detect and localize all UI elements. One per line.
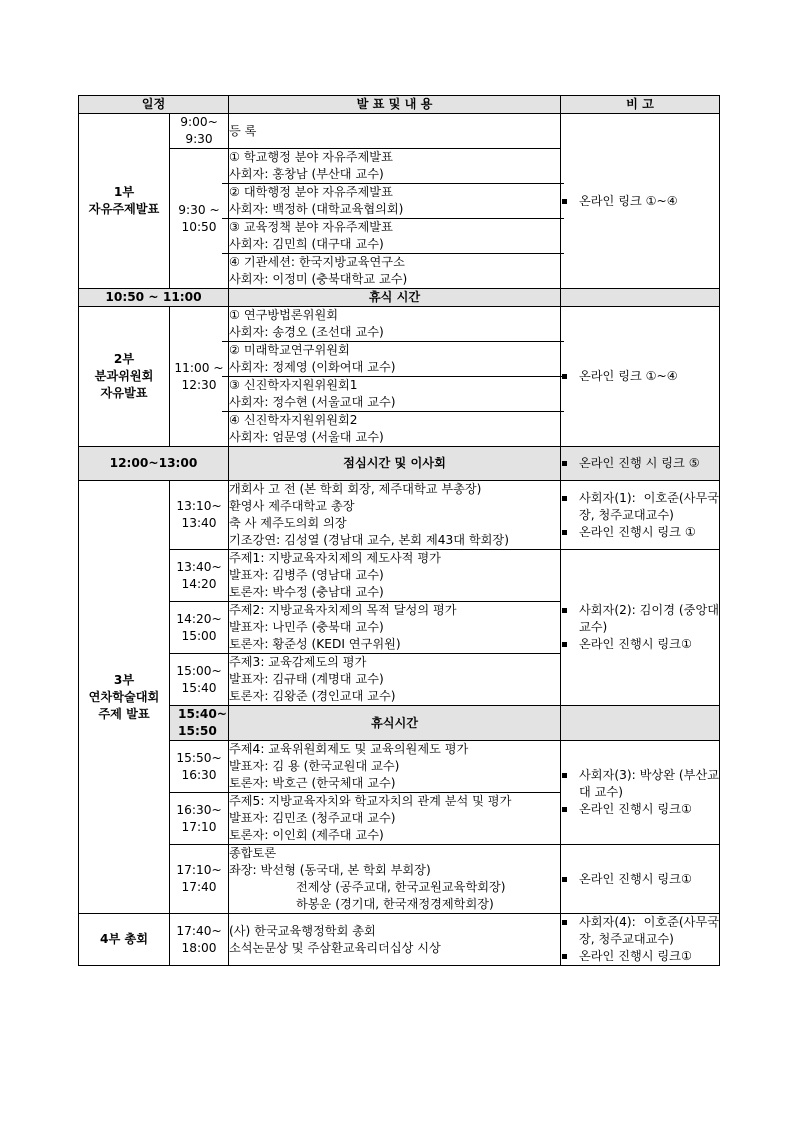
part2-row [79, 307, 720, 447]
topics-4-5-note-link: 온라인 진행시 링크① [561, 801, 719, 818]
discussion-content: 종합토론 좌장: 박선형 (동국대, 본 학회 부회장) 전제상 (공주교대, 한국교원교육학회장) 하봉운 (경기대, 한국재정경제학회장) [229, 845, 561, 914]
part4-note-link: 온라인 진행시 링크① [561, 948, 719, 965]
break1-remark [561, 289, 720, 307]
lunch-note: 온라인 진행 시 링크 ⑤ [561, 455, 719, 472]
opening-note-host: 사회자(1): 이호준(사무국장, 청주교대교수) [561, 490, 719, 524]
part2-time: 11:00 ~ 12:30 [170, 307, 229, 447]
session-item: ④ 기관세션: 한국지방교육연구소 사회자: 이정미 (충북대학교 교수) [222, 253, 564, 288]
session-item: ① 학교행정 분야 자유주제발표 사회자: 홍창남 (부산대 교수) [229, 150, 393, 181]
topic4-time: 15:50~ 16:30 [170, 741, 229, 793]
schedule-table [78, 95, 720, 966]
part4-time: 17:40~ 18:00 [170, 914, 229, 966]
discussion-remark [561, 845, 720, 914]
topic3-time: 15:00~ 15:40 [170, 654, 229, 706]
session-item: ② 대학행정 분야 자유주제발표 사회자: 백정하 (대학교육협의회) [222, 183, 564, 218]
lunch-remark [561, 447, 720, 481]
part1-note: 온라인 링크 ①~④ [561, 193, 719, 210]
break2-label: 휴식시간 [229, 706, 561, 741]
part4-note-host: 사회자(4): 이호준(사무국장, 청주교대교수) [561, 914, 719, 948]
opening-note-link: 온라인 진행시 링크 ① [561, 524, 719, 541]
header-row [79, 96, 720, 114]
break2-remark [561, 706, 720, 741]
discussion-note: 온라인 진행시 링크① [561, 871, 719, 888]
topics-1-3-note-link: 온라인 진행시 링크① [561, 636, 719, 653]
break2-row [79, 706, 720, 741]
lunch-time: 12:00~13:00 [79, 447, 229, 481]
break1-row [79, 289, 720, 307]
topics-1-3-remark [561, 550, 720, 706]
part3-title: 3부 연차학술대회 주제 발표 [79, 481, 170, 914]
topic5-time: 16:30~ 17:10 [170, 793, 229, 845]
topic2-content: 주제2: 지방교육자치제의 목적 달성의 평가 발표자: 나민주 (충북대 교수) 토론자: 황준성 (KEDI 연구위원) [229, 602, 561, 654]
opening-content: 개회사 고 전 (본 학회 회장, 제주대학교 부총장) 환영사 제주대학교 총장 축 사 제주도의회 의장 기조강연: 김성열 (경남대 교수, 본회 제43대 학회장) [229, 481, 561, 550]
session-item: ④ 신진학자지원위원회2 사회자: 엄문영 (서울대 교수) [222, 411, 564, 446]
discussion-row [79, 845, 720, 914]
session-item: ① 연구방법론위원회 사회자: 송경오 (조선대 교수) [229, 308, 384, 339]
opening-remark [561, 481, 720, 550]
part1-slot2-time: 9:30 ~ 10:50 [170, 149, 229, 289]
break1-label: 휴식 시간 [229, 289, 561, 307]
part4-row [79, 914, 720, 966]
header-remark: 비 고 [561, 96, 720, 114]
part1-title: 1부 자유주제발표 [79, 114, 170, 289]
topic4-content: 주제4: 교육위원회제도 및 교육의원제도 평가 발표자: 김 용 (한국교원대 교수) 토론자: 박호근 (한국체대 교수) [229, 741, 561, 793]
part2-title: 2부 분과위원회 자유발표 [79, 307, 170, 447]
session-item: ③ 교육정책 분야 자유주제발표 사회자: 김민희 (대구대 교수) [222, 218, 564, 253]
part1-sessions [229, 149, 561, 289]
opening-row [79, 481, 720, 550]
topic5-content: 주제5: 지방교육자치와 학교자치의 관계 분석 및 평가 발표자: 김민조 (청주교대 교수) 토론자: 이인회 (제주대 교수) [229, 793, 561, 845]
part4-title: 4부 총회 [79, 914, 170, 966]
lunch-row [79, 447, 720, 481]
part1-row-registration [79, 114, 720, 149]
lunch-label: 점심시간 및 이사회 [229, 447, 561, 481]
topics-4-5-remark [561, 741, 720, 845]
topic1-content: 주제1: 지방교육자치제의 제도사적 평가 발표자: 김병주 (영남대 교수) 토론자: 박수정 (충남대 교수) [229, 550, 561, 602]
topic1-row [79, 550, 720, 602]
part4-content: (사) 한국교육행정학회 총회 소석논문상 및 주삼환교육리더십상 시상 [229, 914, 561, 966]
break2-time: 15:40~ 15:50 [170, 706, 229, 741]
topic4-row [79, 741, 720, 793]
registration-text: 등 록 [229, 114, 561, 149]
opening-time: 13:10~ 13:40 [170, 481, 229, 550]
header-schedule: 일정 [79, 96, 229, 114]
topics-1-3-note-host: 사회자(2): 김이경 (중앙대 교수) [561, 602, 719, 636]
break1-time: 10:50 ~ 11:00 [79, 289, 229, 307]
topic1-time: 13:40~ 14:20 [170, 550, 229, 602]
part1-slot1-time: 9:00~ 9:30 [170, 114, 229, 149]
session-item: ③ 신진학자지원위원회1 사회자: 정수현 (서울교대 교수) [222, 376, 564, 411]
topic2-time: 14:20~ 15:00 [170, 602, 229, 654]
part2-note: 온라인 링크 ①~④ [561, 368, 719, 385]
topic3-content: 주제3: 교육감제도의 평가 발표자: 김규태 (계명대 교수) 토론자: 김왕준 (경인교대 교수) [229, 654, 561, 706]
part2-remark [561, 307, 720, 447]
discussion-time: 17:10~ 17:40 [170, 845, 229, 914]
part4-remark [561, 914, 720, 966]
header-content: 발 표 및 내 용 [229, 96, 561, 114]
part2-sessions [229, 307, 561, 447]
part1-remark [561, 114, 720, 289]
session-item: ② 미래학교연구위원회 사회자: 정제영 (이화여대 교수) [222, 341, 564, 376]
topics-4-5-note-host: 사회자(3): 박상완 (부산교대 교수) [561, 767, 719, 801]
